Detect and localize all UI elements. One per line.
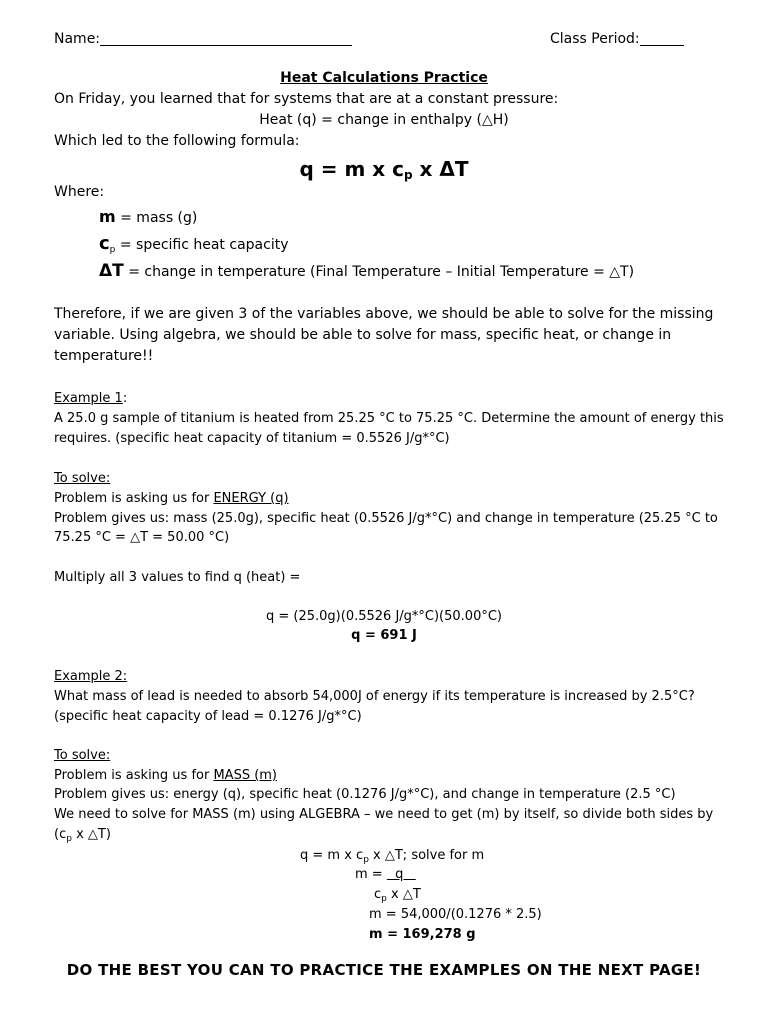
example-2-problem-line-2: (specific heat capacity of lead = 0.1276 J/g*°C) [54,709,362,724]
example-2-m-calculation: m = 54,000/(0.1276 * 2.5) [369,907,542,922]
formula-rest: x ΔT [412,157,469,181]
example-1-problem-line-2: requires. (specific heat capacity of titanium = 0.5526 J/g*°C) [54,431,450,446]
definition-subscript: p [109,245,116,255]
algebra-subscript: p [66,834,72,844]
asking-prefix: Problem is asking us for [54,768,214,783]
main-formula [0,157,768,181]
intro-line-3: Which led to the following formula: [54,133,300,149]
formula-subscript: p [403,168,413,182]
example-2-problem-line-1: What mass of lead is needed to absorb 54,000J of energy if its temperature is increased by 2.5°C? [54,689,695,704]
asking-value: MASS (m) [213,768,278,783]
denominator-a: c [374,887,382,902]
definition-symbol: m [99,207,116,226]
example-1-answer: q = 691 J [351,628,417,643]
class-period-label: Class Period: [550,31,640,47]
example-1-asking [54,490,289,507]
example-2-algebra-line-2 [54,826,111,843]
definition-text: = change in temperature (Final Temperature – Initial Temperature = △T) [123,264,635,280]
solve-subscript: p [363,855,369,865]
example-2-algebra-line-1: We need to solve for MASS (m) using ALGEBRA – we need to get (m) by itself, so divide both sides by [54,807,714,822]
class-period-field [550,30,684,48]
definition-text: = mass (g) [115,210,198,226]
asking-value: ENERGY (q) [213,491,289,506]
example-1-heading-text: Example 1 [54,391,123,406]
example-2-m-equals [355,866,416,883]
name-field [54,30,352,48]
therefore-line-1: Therefore, if we are given 3 of the variables above, we should be able to solve for the missing [54,306,714,322]
intro-line-2: Heat (q) = change in enthalpy (△H) [259,112,509,128]
denominator-b: x △T [386,887,421,902]
example-1-calculation: q = (25.0g)(0.5526 J/g*°C)(50.00°C) [266,609,502,624]
definition-symbol: c [99,233,110,254]
solve-a: q = m x c [300,848,364,863]
definition-text: = specific heat capacity [115,237,289,253]
algebra-open: (c [54,827,67,842]
formula-q: q = m x c [299,157,404,181]
example-1-heading [54,390,127,407]
name-label: Name: [54,31,101,47]
example-2-gives: Problem gives us: energy (q), specific heat (0.1276 J/g*°C), and change in temperature (2.5 °C) [54,787,676,802]
definition-mass [99,208,197,227]
example-2-solve-for-m [300,847,484,864]
m-eq-label: m = [355,867,387,882]
therefore-line-2: variable. Using algebra, we should be able to solve for mass, specific heat, or change in [54,327,672,343]
name-blank[interactable] [100,31,352,46]
example-1-problem-line-1: A 25.0 g sample of titanium is heated from 25.25 °C to 75.25 °C. Determine the amount of energy this [54,411,724,426]
page-title: Heat Calculations Practice [280,70,488,86]
example-2-to-solve: To solve: [54,748,111,763]
footer-instruction: DO THE BEST YOU CAN TO PRACTICE THE EXAMPLES ON THE NEXT PAGE! [66,961,702,979]
class-period-blank[interactable] [640,31,684,46]
example-2-heading: Example 2: [54,669,128,684]
denominator-subscript: p [381,894,387,904]
example-1-to-solve: To solve: [54,471,111,486]
example-1-gives-line-2: 75.25 °C = △T = 50.00 °C) [54,530,230,545]
example-1-heading-colon: : [122,391,128,406]
example-1-gives-line-1: Problem gives us: mass (25.0g), specific heat (0.5526 J/g*°C) and change in temperature (25.25 °C to [54,511,718,526]
asking-prefix: Problem is asking us for [54,491,214,506]
m-numerator: q [386,867,416,882]
definition-symbol: ΔT [99,261,124,281]
example-2-asking [54,767,277,784]
example-2-answer: m = 169,278 g [369,927,476,942]
definition-delta-t [99,262,634,281]
definition-specific-heat [99,235,288,254]
where-label: Where: [54,184,105,200]
therefore-line-3: temperature!! [54,348,154,364]
example-1-multiply: Multiply all 3 values to find q (heat) = [54,570,301,585]
example-2-denominator [374,886,421,903]
intro-line-1: On Friday, you learned that for systems that are at a constant pressure: [54,91,559,107]
solve-b: x △T; solve for m [368,848,485,863]
algebra-close: x △T) [71,827,111,842]
